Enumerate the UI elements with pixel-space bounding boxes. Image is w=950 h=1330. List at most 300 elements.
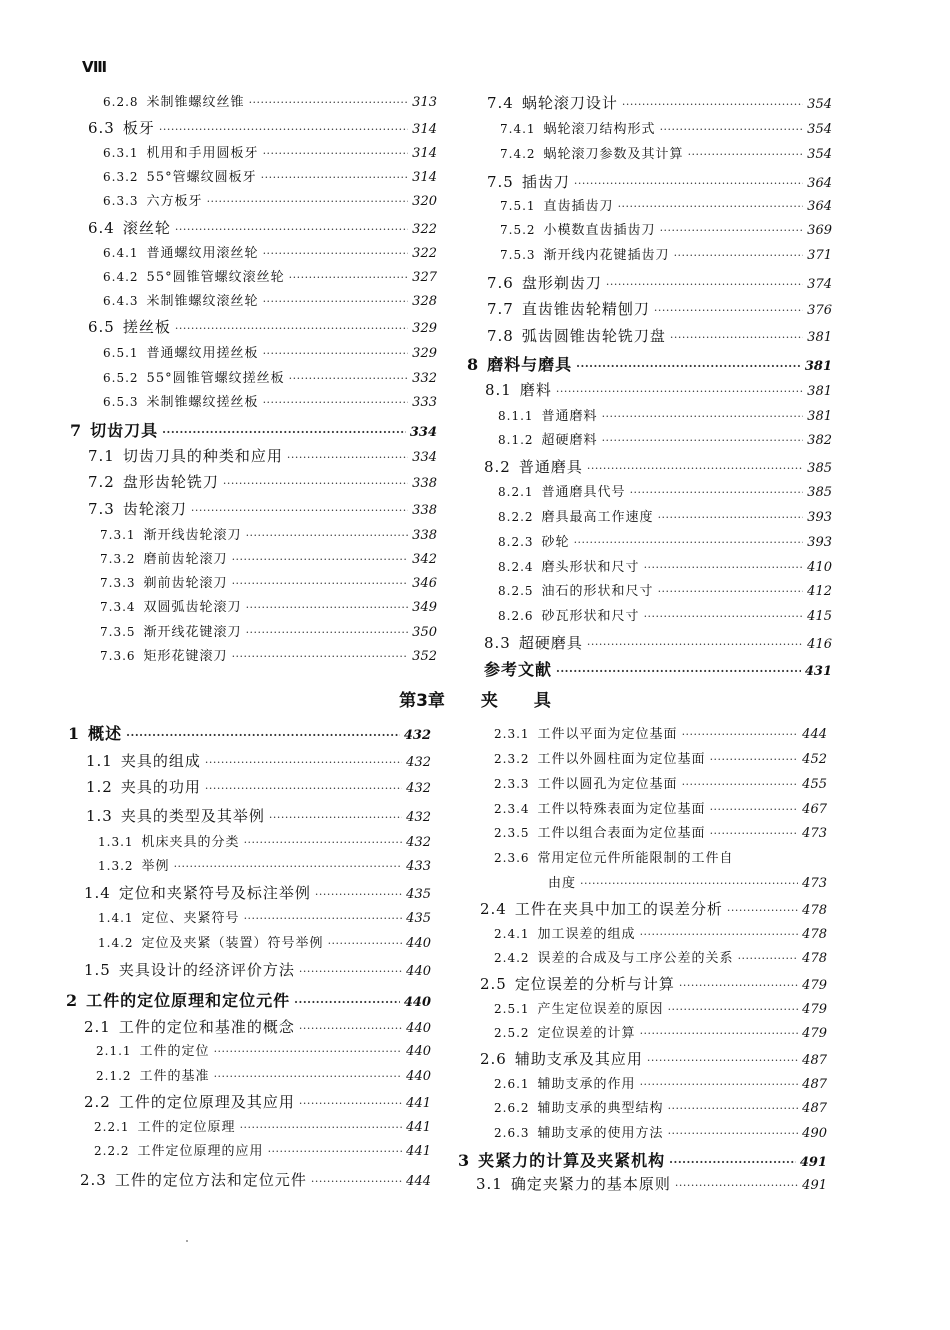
toc-entry-title: 磨前齿轮滚刀 xyxy=(143,552,228,567)
toc-entry-page: 432 xyxy=(403,728,431,743)
toc-entry-number: 6.3.1 xyxy=(103,146,139,160)
toc-entry-page: 440 xyxy=(406,964,431,979)
toc-dot-leader xyxy=(738,952,799,965)
toc-entry-page: 329 xyxy=(412,346,437,361)
toc-dot-leader xyxy=(658,511,804,524)
toc-dot-leader xyxy=(630,486,804,499)
toc-entry-number: 6.2.8 xyxy=(103,95,139,109)
toc-entry-number: 8.1 xyxy=(485,381,512,399)
toc-entry-number: 2.6.2 xyxy=(494,1101,530,1115)
toc-entry xyxy=(494,847,827,866)
toc-entry-number: 8.2.5 xyxy=(498,584,534,598)
toc-entry xyxy=(103,290,437,309)
toc-entry-number: 2.5 xyxy=(480,975,507,993)
toc-entry-page: 440 xyxy=(406,1069,431,1084)
toc-entry-number: 6.5.3 xyxy=(103,395,139,409)
chapter-label: 第3章 xyxy=(399,691,445,711)
toc-entry xyxy=(494,1022,827,1041)
toc-entry-title: 蜗轮滚刀设计 xyxy=(521,94,618,112)
toc-dot-leader xyxy=(223,477,408,490)
toc-entry xyxy=(103,242,437,261)
toc-dot-leader xyxy=(263,295,409,308)
toc-dot-leader xyxy=(175,223,408,236)
toc-entry-page: 364 xyxy=(807,199,832,214)
toc-entry-number: 8.1.1 xyxy=(498,409,534,423)
toc-dot-leader xyxy=(244,912,403,925)
toc-entry-number: 7.3.4 xyxy=(100,600,136,614)
toc-entry-title: 超硬磨料 xyxy=(541,433,598,448)
toc-entry-number: 8.2.6 xyxy=(498,609,534,623)
toc-dot-leader xyxy=(654,304,803,317)
toc-dot-leader xyxy=(159,123,408,136)
toc-entry-number: 2.2 xyxy=(84,1093,111,1111)
toc-entry-number: 3.1 xyxy=(476,1175,503,1193)
toc-entry-title: 夹具的功用 xyxy=(120,778,201,796)
toc-entry xyxy=(467,352,832,375)
toc-entry-title: 搓丝板 xyxy=(122,318,171,336)
toc-entry-page: 491 xyxy=(799,1155,827,1170)
toc-entry xyxy=(103,342,437,361)
toc-entry xyxy=(476,1173,827,1194)
toc-entry-number: 6.4.1 xyxy=(103,246,139,260)
toc-entry-page: 441 xyxy=(406,1096,431,1111)
toc-entry-title: 夹具的类型及其举例 xyxy=(120,807,265,825)
toc-entry-number: 2.3.5 xyxy=(494,826,530,840)
toc-dot-leader xyxy=(246,529,409,542)
toc-entry-page: 334 xyxy=(409,425,437,440)
toc-entry xyxy=(86,750,431,771)
toc-entry-number: 7.4.1 xyxy=(500,122,536,136)
toc-entry-page: 478 xyxy=(802,927,827,942)
toc-entry xyxy=(498,580,832,599)
toc-entry xyxy=(88,316,437,337)
toc-entry-page: 338 xyxy=(412,528,437,543)
toc-entry-number: 7.3.2 xyxy=(100,552,136,566)
toc-entry-page: 441 xyxy=(406,1120,431,1135)
toc-dot-leader xyxy=(668,1102,799,1115)
toc-entry-title: 矩形花键滚刀 xyxy=(143,649,228,664)
toc-entry-number: 2.5.2 xyxy=(494,1026,530,1040)
toc-entry-title: 弧齿圆锥齿轮铣刀盘 xyxy=(521,327,666,345)
toc-entry-number: 2.3.3 xyxy=(494,777,530,791)
toc-dot-leader xyxy=(580,877,798,890)
toc-entry xyxy=(86,805,431,826)
toc-entry-title: 工件以圆孔为定位基面 xyxy=(537,777,678,792)
toc-entry-title: 误差的合成及与工序公差的关系 xyxy=(537,951,734,966)
toc-dot-leader xyxy=(263,347,409,360)
toc-entry-page: 328 xyxy=(412,294,437,309)
toc-entry-page: 334 xyxy=(412,450,437,465)
toc-entry-title: 渐开线齿轮滚刀 xyxy=(143,528,242,543)
toc-entry xyxy=(494,798,827,817)
toc-entry xyxy=(100,572,437,591)
toc-entry-page: 332 xyxy=(412,371,437,386)
toc-entry-number: 8.2.2 xyxy=(498,510,534,524)
toc-entry xyxy=(494,748,827,767)
toc-entry-page: 382 xyxy=(807,433,832,448)
toc-entry xyxy=(500,219,832,238)
toc-entry-number: 1.2 xyxy=(86,778,113,796)
toc-entry xyxy=(103,266,437,285)
toc-entry xyxy=(88,498,437,519)
toc-entry-page: 381 xyxy=(807,384,832,399)
toc-dot-leader xyxy=(174,860,403,873)
toc-entry-title: 55°圆锥管螺纹滚丝轮 xyxy=(146,270,285,285)
toc-entry-title: 确定夹紧力的基本原则 xyxy=(510,1175,671,1193)
toc-dot-leader xyxy=(679,979,798,992)
toc-entry-number: 7.6 xyxy=(487,274,514,292)
toc-entry-title: 定位和夹紧符号及标注举例 xyxy=(118,884,311,902)
toc-entry-number: 2.3.2 xyxy=(494,752,530,766)
toc-entry xyxy=(498,429,832,448)
toc-dot-leader xyxy=(175,322,408,335)
toc-entry-number: 2.4 xyxy=(480,900,507,918)
toc-entry xyxy=(498,481,832,500)
toc-entry xyxy=(94,1116,431,1135)
toc-entry xyxy=(494,1073,827,1092)
toc-entry-page: 354 xyxy=(807,147,832,162)
toc-entry xyxy=(84,1016,431,1037)
toc-entry-number: 7.3 xyxy=(88,500,115,518)
toc-entry-page: 440 xyxy=(406,1021,431,1036)
toc-entry-number: 7.5 xyxy=(487,173,514,191)
toc-entry xyxy=(548,872,827,891)
toc-entry-title: 加工误差的组成 xyxy=(537,927,636,942)
toc-entry-number: 1.4.2 xyxy=(98,936,134,950)
toc-entry-number: 7.5.3 xyxy=(500,248,536,262)
toc-entry-page: 431 xyxy=(804,664,832,679)
toc-dot-leader xyxy=(668,1003,799,1016)
toc-entry-number: 2.3.4 xyxy=(494,802,530,816)
toc-dot-leader xyxy=(640,1078,799,1091)
toc-dot-leader xyxy=(727,904,798,917)
toc-entry-page: 487 xyxy=(802,1053,827,1068)
toc-entry-number: 6.3 xyxy=(88,119,115,137)
toc-entry xyxy=(80,1169,431,1190)
toc-entry-page: 371 xyxy=(807,248,832,263)
toc-entry-page: 478 xyxy=(802,903,827,918)
toc-entry-title: 六方板牙 xyxy=(146,194,203,209)
toc-entry-number: 2.3.6 xyxy=(494,851,530,865)
toc-entry xyxy=(98,831,431,850)
toc-entry xyxy=(88,117,437,138)
toc-entry-page: 354 xyxy=(807,122,832,137)
toc-entry-number: 2.1.2 xyxy=(96,1069,132,1083)
toc-entry-title: 蜗轮滚刀结构形式 xyxy=(543,122,656,137)
toc-entry xyxy=(98,932,431,951)
toc-entry-title: 小模数直齿插齿刀 xyxy=(543,223,656,238)
toc-dot-leader xyxy=(710,753,799,766)
toc-dot-leader xyxy=(294,996,400,1009)
toc-entry xyxy=(103,367,437,386)
toc-entry xyxy=(98,907,431,926)
toc-dot-leader xyxy=(263,147,409,160)
toc-entry-page: 432 xyxy=(406,781,431,796)
toc-entry-page: 322 xyxy=(412,222,437,237)
toc-entry-page: 487 xyxy=(802,1101,827,1116)
toc-entry xyxy=(498,506,832,525)
toc-entry-title: 定位误差的计算 xyxy=(537,1026,636,1041)
toc-entry-page: 478 xyxy=(802,951,827,966)
toc-entry-title: 常用定位元件所能限制的工件自 xyxy=(537,851,734,866)
toc-entry-page: 479 xyxy=(802,1002,827,1017)
toc-entry-title: 普通磨料 xyxy=(541,409,598,424)
toc-dot-leader xyxy=(675,1179,798,1192)
toc-entry-number: 1.4 xyxy=(84,884,111,902)
toc-entry-number: 2.1.1 xyxy=(96,1044,132,1058)
toc-entry-title: 工件的定位方法和定位元件 xyxy=(114,1171,307,1189)
toc-entry-title: 工件的定位 xyxy=(139,1044,210,1059)
toc-entry-page: 314 xyxy=(412,122,437,137)
toc-entry xyxy=(484,456,832,477)
toc-entry xyxy=(103,391,437,410)
toc-dot-leader xyxy=(205,756,402,769)
toc-entry xyxy=(100,596,437,615)
toc-entry-title: 滚丝轮 xyxy=(122,219,171,237)
toc-entry-title: 米制锥螺纹丝锥 xyxy=(146,95,245,110)
toc-entry xyxy=(484,632,832,653)
toc-entry-number: 2.4.1 xyxy=(494,927,530,941)
toc-entry-number: 7.5.1 xyxy=(500,199,536,213)
toc-entry xyxy=(86,776,431,797)
toc-dot-leader xyxy=(244,836,403,849)
toc-dot-leader xyxy=(644,561,804,574)
toc-entry xyxy=(494,773,827,792)
toc-dot-leader xyxy=(315,888,402,901)
toc-entry-page: 314 xyxy=(412,146,437,161)
toc-entry xyxy=(103,166,437,185)
toc-entry-number: 7.7 xyxy=(487,300,514,318)
toc-entry-title: 插齿刀 xyxy=(521,173,570,191)
toc-entry xyxy=(494,947,827,966)
toc-dot-leader xyxy=(289,372,409,385)
toc-entry-number: 6.4 xyxy=(88,219,115,237)
toc-entry-title: 工件的基准 xyxy=(139,1069,210,1084)
toc-entry-number: 7 xyxy=(70,421,83,440)
toc-entry-number: 2.3.1 xyxy=(494,727,530,741)
toc-entry-number: 6.5.2 xyxy=(103,371,139,385)
toc-dot-leader xyxy=(299,1097,402,1110)
toc-entry-title: 工件的定位和基准的概念 xyxy=(118,1018,295,1036)
toc-entry-page: 432 xyxy=(406,835,431,850)
toc-entry-page: 381 xyxy=(807,330,832,345)
toc-entry-number: 1 xyxy=(68,724,81,743)
toc-entry-number: 7.3.5 xyxy=(100,625,136,639)
toc-entry-page: 487 xyxy=(802,1077,827,1092)
toc-entry-page: 350 xyxy=(412,625,437,640)
toc-entry-title: 磨料 xyxy=(519,381,552,399)
toc-dot-leader xyxy=(261,171,409,184)
toc-entry-title: 直齿锥齿轮精刨刀 xyxy=(521,300,650,318)
toc-dot-leader xyxy=(618,200,804,213)
toc-dot-leader xyxy=(299,965,402,978)
toc-entry-page: 313 xyxy=(412,95,437,110)
toc-entry-page: 338 xyxy=(412,503,437,518)
toc-entry-number: 2.2.2 xyxy=(94,1144,130,1158)
toc-entry-title: 机床夹具的分类 xyxy=(141,835,240,850)
toc-entry xyxy=(84,959,431,980)
toc-entry-number: 6.4.3 xyxy=(103,294,139,308)
toc-entry-number: 7.2 xyxy=(88,473,115,491)
toc-dot-leader xyxy=(214,1070,403,1083)
toc-dot-leader xyxy=(660,224,804,237)
toc-entry xyxy=(494,822,827,841)
toc-entry xyxy=(487,298,832,319)
toc-entry-number: 7.5.2 xyxy=(500,223,536,237)
toc-entry xyxy=(500,195,832,214)
toc-entry-number: 8 xyxy=(467,355,480,374)
toc-entry-title: 夹具设计的经济评价方法 xyxy=(118,961,295,979)
toc-entry-page: 444 xyxy=(802,727,827,742)
toc-entry-page: 376 xyxy=(807,303,832,318)
toc-entry-page: 364 xyxy=(807,176,832,191)
toc-entry-page: 433 xyxy=(406,859,431,874)
toc-entry xyxy=(70,418,437,441)
toc-entry-number: 1.3.2 xyxy=(98,859,134,873)
toc-entry-title: 举例 xyxy=(141,859,170,874)
toc-entry-number: 2 xyxy=(66,991,79,1010)
toc-entry-number: 6.5 xyxy=(88,318,115,336)
toc-entry-title: 定位及夹紧（装置）符号举例 xyxy=(141,936,324,951)
toc-entry-number: 2.5.1 xyxy=(494,1002,530,1016)
toc-dot-leader xyxy=(669,1156,796,1169)
toc-dot-leader xyxy=(289,271,409,284)
toc-entry-title: 普通磨具代号 xyxy=(541,485,626,500)
toc-dot-leader xyxy=(647,1054,798,1067)
toc-entry-page: 432 xyxy=(406,810,431,825)
toc-entry-number: 2.2.1 xyxy=(94,1120,130,1134)
toc-dot-leader xyxy=(263,247,409,260)
toc-dot-leader xyxy=(606,278,803,291)
toc-dot-leader xyxy=(574,536,804,549)
toc-entry-number: 6.3.2 xyxy=(103,170,139,184)
toc-dot-leader xyxy=(682,728,799,741)
toc-dot-leader xyxy=(299,1022,402,1035)
toc-entry-title: 机用和手用圆板牙 xyxy=(146,146,259,161)
toc-entry-title: 概述 xyxy=(88,724,123,743)
toc-entry-number: 7.8 xyxy=(487,327,514,345)
toc-dot-leader xyxy=(232,577,409,590)
toc-entry xyxy=(500,244,832,263)
toc-entry xyxy=(100,524,437,543)
toc-entry-page: 440 xyxy=(406,936,431,951)
toc-entry xyxy=(100,548,437,567)
toc-dot-leader xyxy=(214,1045,403,1058)
toc-entry xyxy=(485,379,832,400)
toc-entry-number: 1.5 xyxy=(84,961,111,979)
toc-entry-title: 磨料与磨具 xyxy=(487,355,573,374)
toc-dot-leader xyxy=(246,626,409,639)
toc-entry-title: 工件以特殊表面为定位基面 xyxy=(537,802,706,817)
toc-entry xyxy=(487,325,832,346)
toc-dot-leader xyxy=(710,827,799,840)
toc-entry-page: 479 xyxy=(802,1026,827,1041)
toc-entry-page: 369 xyxy=(807,223,832,238)
toc-entry-number: 2.1 xyxy=(84,1018,111,1036)
toc-entry-page: 473 xyxy=(802,876,827,891)
toc-dot-leader xyxy=(587,462,803,475)
toc-entry-number: 2.6 xyxy=(480,1050,507,1068)
toc-entry-page: 352 xyxy=(412,649,437,664)
toc-entry-title: 渐开线花键滚刀 xyxy=(143,625,242,640)
toc-dot-leader xyxy=(249,96,409,109)
toc-entry xyxy=(103,190,437,209)
toc-dot-leader xyxy=(263,396,409,409)
toc-entry xyxy=(84,1091,431,1112)
toc-entry-title: 砂瓦形状和尺寸 xyxy=(541,609,640,624)
toc-entry-page: 338 xyxy=(412,476,437,491)
toc-entry-title: 由度 xyxy=(548,876,577,891)
toc-entry-page: 441 xyxy=(406,1144,431,1159)
toc-entry-title: 普通磨具 xyxy=(518,458,583,476)
toc-entry-page: 342 xyxy=(412,552,437,567)
toc-entry-title: 55°圆锥管螺纹搓丝板 xyxy=(146,371,285,386)
toc-entry xyxy=(88,445,437,466)
toc-entry-number: 3 xyxy=(458,1151,471,1170)
toc-entry-title: 工件的定位原理和定位元件 xyxy=(86,991,291,1010)
toc-entry-page: 455 xyxy=(802,777,827,792)
toc-entry-number: 6.5.1 xyxy=(103,346,139,360)
toc-entry-title: 磨具最高工作速度 xyxy=(541,510,654,525)
toc-entry-title: 辅助支承及其应用 xyxy=(514,1050,643,1068)
toc-entry-page: 435 xyxy=(406,887,431,902)
toc-entry-page: 314 xyxy=(412,170,437,185)
toc-entry-title: 工件以外圆柱面为定位基面 xyxy=(537,752,706,767)
toc-entry xyxy=(96,1040,431,1059)
toc-entry-number: 8.3 xyxy=(484,634,511,652)
toc-dot-leader xyxy=(640,928,799,941)
toc-entry-number: 8.2.3 xyxy=(498,535,534,549)
toc-dot-leader xyxy=(576,360,801,373)
chapter-heading xyxy=(0,686,950,711)
page-number: Ⅷ xyxy=(82,58,107,76)
toc-entry-page: 327 xyxy=(412,270,437,285)
toc-entry-title: 砂轮 xyxy=(541,535,570,550)
toc-entry-title: 双圆弧齿轮滚刀 xyxy=(143,600,242,615)
toc-entry xyxy=(103,142,437,161)
toc-dot-leader xyxy=(688,148,804,161)
toc-entry xyxy=(68,721,431,744)
toc-dot-leader xyxy=(602,434,804,447)
toc-entry xyxy=(88,217,437,238)
toc-entry-number: 7.3.1 xyxy=(100,528,136,542)
toc-dot-leader xyxy=(710,803,799,816)
scan-speck xyxy=(186,1240,188,1242)
toc-entry xyxy=(66,988,431,1011)
toc-entry xyxy=(100,645,437,664)
toc-dot-leader xyxy=(556,665,801,678)
toc-entry xyxy=(498,405,832,424)
toc-entry xyxy=(498,605,832,624)
toc-entry-page: 329 xyxy=(412,321,437,336)
toc-entry-page: 452 xyxy=(802,752,827,767)
toc-entry-title: 米制锥螺纹搓丝板 xyxy=(146,395,259,410)
toc-entry xyxy=(103,91,437,110)
toc-entry-page: 349 xyxy=(412,600,437,615)
toc-entry-number: 8.2 xyxy=(484,458,511,476)
toc-entry xyxy=(498,556,832,575)
toc-entry-page: 381 xyxy=(804,359,832,374)
toc-entry-number: 2.4.2 xyxy=(494,951,530,965)
toc-entry xyxy=(487,171,832,192)
toc-dot-leader xyxy=(670,331,803,344)
toc-dot-leader xyxy=(682,778,799,791)
toc-entry-number: 8.1.2 xyxy=(498,433,534,447)
toc-entry-page: 320 xyxy=(412,194,437,209)
toc-entry xyxy=(484,657,832,680)
toc-entry-page: 393 xyxy=(807,510,832,525)
toc-entry-number: 7.4.2 xyxy=(500,147,536,161)
